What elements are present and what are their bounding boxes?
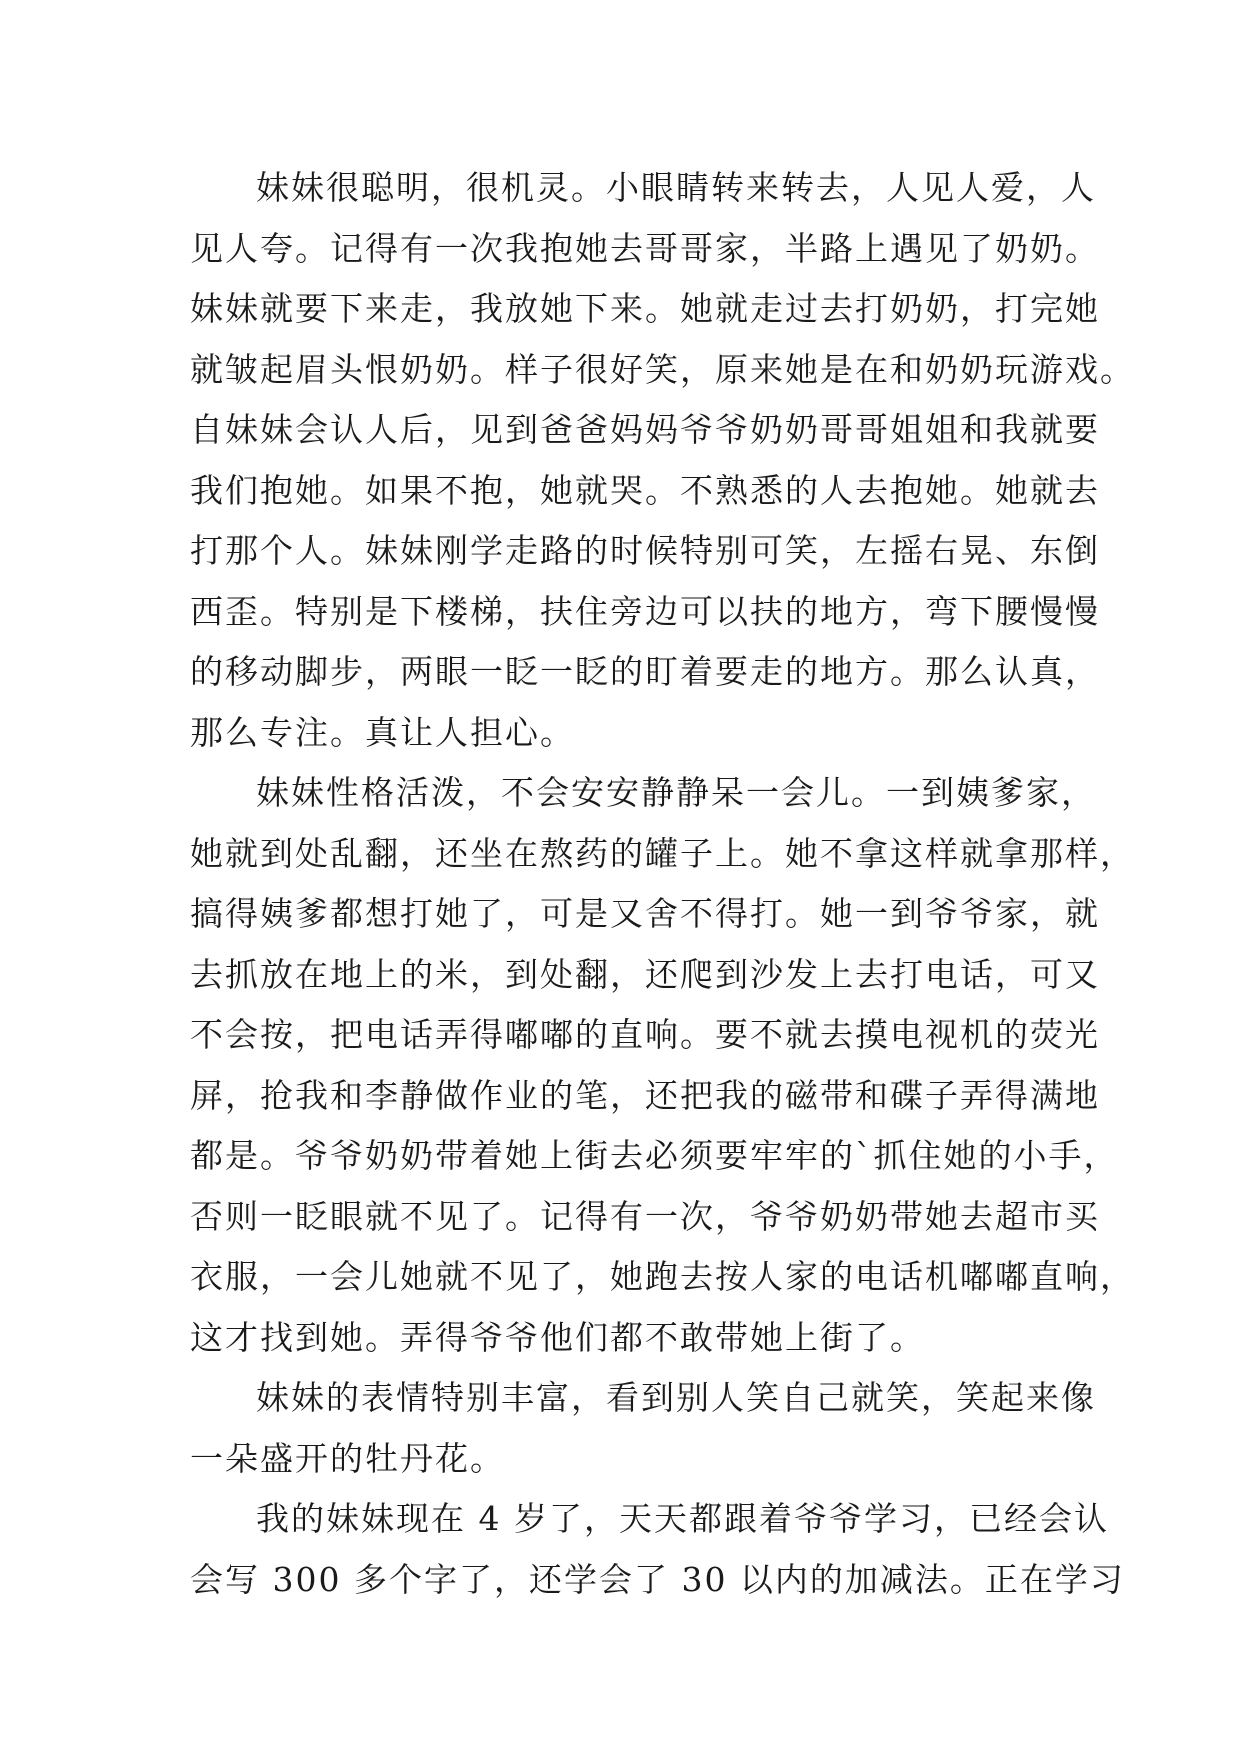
text-line: 不会按，把电话弄得嘟嘟的直响。要不就去摸电视机的荧光 (190, 1015, 1100, 1054)
text-line: 那么专注。真让人担心。 (190, 712, 575, 752)
text-line: 的移动脚步，两眼一眨一眨的盯着要走的地方。那么认真， (190, 652, 1100, 691)
text-line: 自妹妹会认人后，见到爸爸妈妈爷爷奶奶哥哥姐姐和我就要 (190, 410, 1100, 449)
text-line: 打那个人。妹妹刚学走路的时候特别可笑，左摇右晃、东倒 (190, 531, 1100, 570)
text-line: 衣服，一会儿她就不见了，她跑去按人家的电话机嘟嘟直响， (190, 1257, 1135, 1296)
document-body (190, 158, 1135, 1610)
text-line: 妹妹就要下来走，我放她下来。她就走过去打奶奶，打完她 (190, 289, 1100, 328)
text-line: 妹妹很聪明，很机灵。小眼睛转来转去，人见人爱，人 (256, 168, 1096, 207)
text-line: 会写 300 多个字了，还学会了 30 以内的加减法。正在学习 (190, 1559, 1125, 1599)
text-line: 屏，抢我和李静做作业的笔，还把我的磁带和碟子弄得满地 (190, 1075, 1100, 1115)
text-line: 去抓放在地上的米，到处翻，还爬到沙发上去打电话，可又 (190, 954, 1100, 994)
text-line: 妹妹的表情特别丰富，看到别人笑自己就笑，笑起来像 (256, 1378, 1096, 1417)
text-line: 她就到处乱翻，还坐在熬药的罐子上。她不拿这样就拿那样， (190, 833, 1135, 873)
text-line: 我的妹妹现在 4 岁了，天天都跟着爷爷学习，已经会认 (256, 1499, 1109, 1538)
text-line: 就皱起眉头恨奶奶。样子很好笑，原来她是在和奶奶玩游戏。 (190, 349, 1135, 389)
text-line: 我们抱她。如果不抱，她就哭。不熟悉的人去抱她。她就去 (190, 470, 1100, 510)
text-line: 妹妹性格活泼，不会安安静静呆一会儿。一到姨爹家， (256, 773, 1096, 812)
text-line: 西歪。特别是下楼梯，扶住旁边可以扶的地方，弯下腰慢慢 (190, 591, 1100, 631)
text-line: 搞得姨爹都想打她了，可是又舍不得打。她一到爷爷家，就 (190, 894, 1100, 933)
text-line: 否则一眨眼就不见了。记得有一次，爷爷奶奶带她去超市买 (190, 1196, 1100, 1236)
text-line: 一朵盛开的牡丹花。 (190, 1438, 505, 1478)
text-line: 见人夸。记得有一次我抱她去哥哥家，半路上遇见了奶奶。 (190, 228, 1100, 268)
text-line: 都是。爷爷奶奶带着她上街去必须要牢牢的`抓住她的小手， (190, 1136, 1119, 1175)
text-line: 这才找到她。弄得爷爷他们都不敢带她上街了。 (190, 1317, 925, 1357)
